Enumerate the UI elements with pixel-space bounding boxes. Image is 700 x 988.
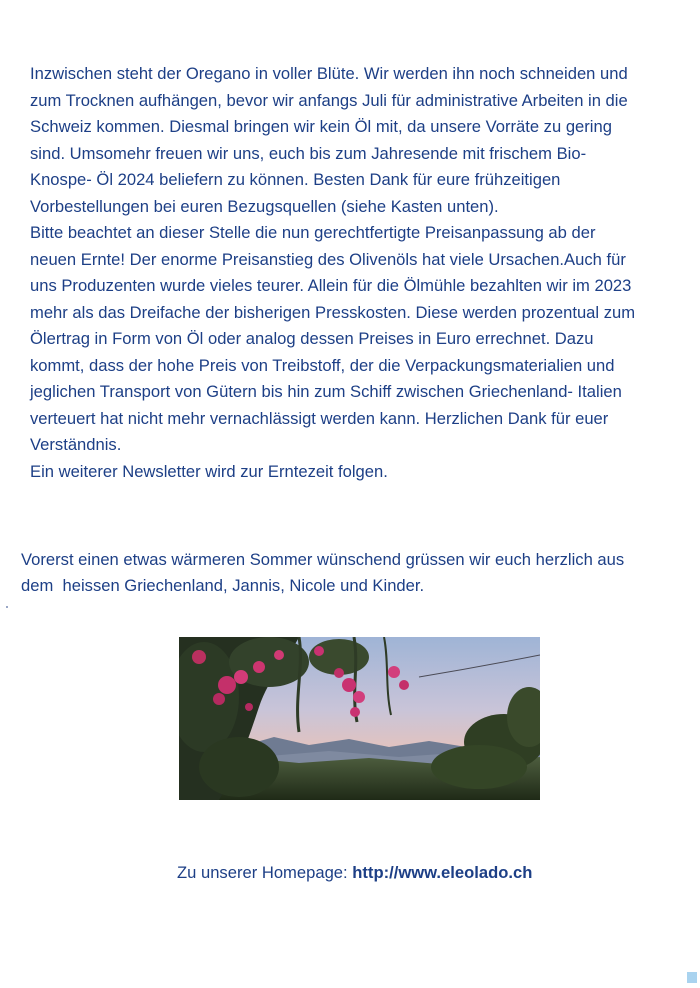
body-line: sind. Umsomehr freuen wir uns, euch bis zum Jahresende mit frischem Bio-	[30, 143, 587, 163]
corner-mark	[687, 972, 697, 983]
sunset-bougainvillea-photo	[179, 637, 540, 800]
body-line: Ein weiterer Newsletter wird zur Erntezeit folgen.	[30, 461, 388, 481]
body-line: zum Trocknen aufhängen, bevor wir anfangs Juli für administrative Arbeiten in die	[30, 90, 628, 110]
body-line: Knospe- Öl 2024 beliefern zu können. Besten Dank für eure frühzeitigen	[30, 170, 561, 189]
homepage-footer	[177, 862, 532, 884]
body-line: Verständnis.	[30, 435, 122, 454]
body-line: Bitte beachtet an dieser Stelle die nun gerechtfertigte Preisanpassung ab der	[30, 223, 596, 242]
body-line: Schweiz kommen. Diesmal bringen wir kein Öl mit, da unsere Vorräte zu gering	[30, 117, 612, 136]
newsletter-body	[30, 61, 670, 485]
body-line: neuen Ernte! Der enorme Preisanstieg des Olivenöls hat viele Ursachen.Auch für	[30, 249, 626, 269]
stray-mark	[6, 606, 8, 608]
body-line: jeglichen Transport von Gütern bis hin zum Schiff zwischen Griechenland- Italien	[30, 382, 622, 401]
body-line: Inzwischen steht der Oregano in voller Blüte. Wir werden ihn noch schneiden und	[30, 64, 628, 83]
body-line: Ölertrag in Form von Öl oder analog dessen Preises in Euro errechnet. Dazu	[30, 329, 594, 348]
body-paragraph	[30, 61, 670, 485]
body-line: kommt, dass der hohe Preis von Treibstoff, der die Verpackungsmaterialien und	[30, 355, 615, 375]
homepage-link[interactable]: http://www.eleolado.ch	[352, 863, 533, 882]
closing-greeting	[21, 547, 681, 599]
homepage-label: Zu unserer Homepage:	[177, 863, 353, 882]
body-line: uns Produzenten wurde vieles teurer. Allein für die Ölmühle bezahlten wir im 2023	[30, 276, 632, 295]
body-line: Vorbestellungen bei euren Bezugsquellen (siehe Kasten unten).	[30, 196, 499, 216]
body-line: mehr als das Dreifache der bisherigen Presskosten. Diese werden prozentual zum	[30, 302, 636, 322]
body-line: verteuert hat nicht mehr vernachlässigt werden kann. Herzlichen Dank für euer	[30, 408, 609, 428]
closing-line: Vorerst einen etwas wärmeren Sommer wünschend grüssen wir euch herzlich aus	[21, 550, 625, 569]
closing-line: dem heissen Griechenland, Jannis, Nicole und Kinder.	[21, 576, 425, 595]
